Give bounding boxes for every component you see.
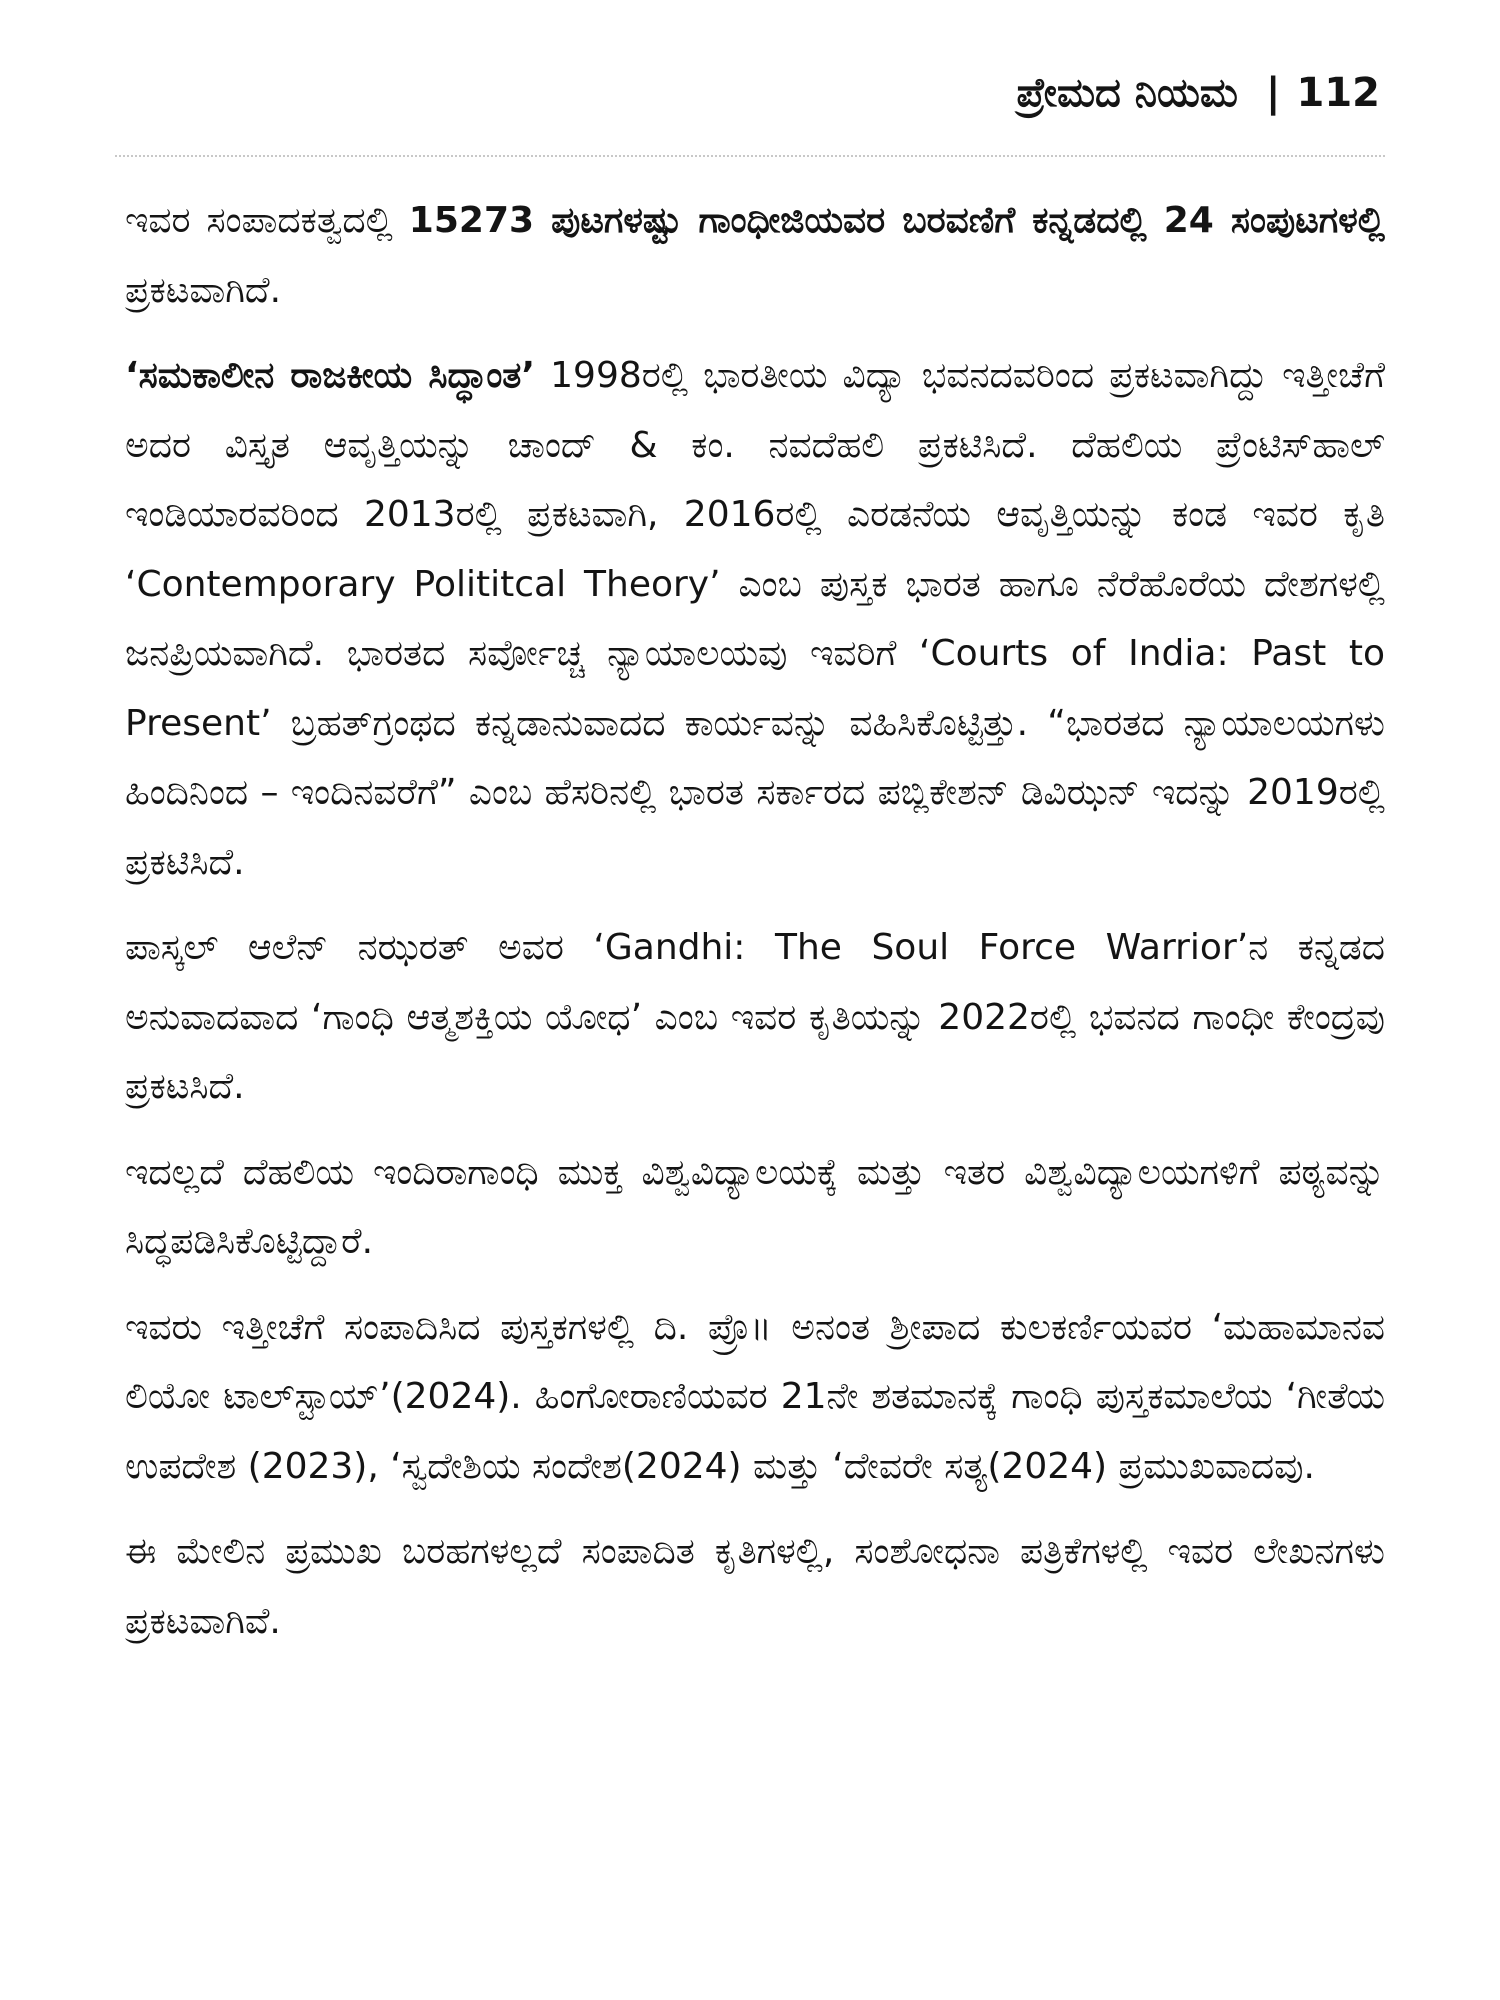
- paragraph-3: ಪಾಸ್ಕಲ್ ಆಲೆನ್ ನಝರತ್ ಅವರ ‘Gandhi: The Soul Force Warrior’ನ ಕನ್ನಡದ ಅನುವಾದವಾದ ‘ಗಾಂಧಿ ಆತ್ಮಶಕ್ತಿಯ ಯೋಧ’ ಎಂಬ ಇವರ ಕೃತಿಯನ್ನು 2022ರಲ್ಲಿ ಭವನದ ಗಾಂಧೀ ಕೇಂದ್ರವು ಪ್ರಕಟಸಿದೆ.: [125, 927, 1385, 1107]
- body-text: [125, 186, 1385, 1672]
- paragraph-5: ಇವರು ಇತ್ತೀಚೆಗೆ ಸಂಪಾದಿಸಿದ ಪುಸ್ತಕಗಳಲ್ಲಿ ದಿ. ಪ್ರೊ॥ ಅನಂತ ಶ್ರೀಪಾದ ಕುಲಕರ್ಣಿಯವರ ‘ಮಹಾಮಾನವ ಲಿಯೋ ಟಾಲ್‌ಸ್ಟಾಯ್’(2024). ಹಿಂಗೋರಾಣಿಯವರ 21ನೇ ಶತಮಾನಕ್ಕೆ ಗಾಂಧಿ ಪುಸ್ತಕಮಾಲೆಯ ‘ಗೀತೆಯ ಉಪದೇಶ (2023), ‘ಸ್ವದೇಶಿಯ ಸಂದೇಶ(2024) ಮತ್ತು ‘ದೇವರೇ ಸತ್ಯ(2024) ಪ್ರಮುಖವಾದವು.: [125, 1306, 1385, 1487]
- paragraph-1-lead: ಇವರ ಸಂಪಾದಕತ್ವದಲ್ಲಿ: [125, 200, 409, 241]
- page-number: 112: [1296, 70, 1380, 116]
- paragraph-2-text: 1998ರಲ್ಲಿ ಭಾರತೀಯ ವಿದ್ಯಾ ಭವನದವರಿಂದ ಪ್ರಕಟವಾಗಿದ್ದು ಇತ್ತೀಚೆಗೆ ಅದರ ವಿಸ್ತೃತ ಆವೃತ್ತಿಯನ್ನು ಚಾಂದ್ & ಕಂ. ನವದೆಹಲಿ ಪ್ರಕಟಿಸಿದೆ. ದೆಹಲಿಯ ಪ್ರೆಂಟಿಸ್‌ಹಾಲ್ ಇಂಡಿಯಾರವರಿಂದ 2013ರಲ್ಲಿ ಪ್ರಕಟವಾಗಿ, 2016ರಲ್ಲಿ ಎರಡನೆಯ ಆವೃತ್ತಿಯನ್ನು ಕಂಡ ಇವರ ಕೃತಿ ‘Contemporary Polititcal Theory’ ಎಂಬ ಪುಸ್ತಕ ಭಾರತ ಹಾಗೂ ನೆರೆಹೊರೆಯ ದೇಶಗಳಲ್ಲಿ ಜನಪ್ರಿಯವಾಗಿದೆ. ಭಾರತದ ಸರ್ವೋಚ್ಚ ನ್ಯಾಯಾಲಯವು ಇವರಿಗೆ ‘Courts of India: Past to Present’ ಬ್ರಹತ್‌ಗ್ರಂಥದ ಕನ್ನಡಾನುವಾದದ ಕಾರ್ಯವನ್ನು ವಹಿಸಿಕೊಟ್ಟಿತ್ತು. “ಭಾರತದ ನ್ಯಾಯಾಲಯಗಳು ಹಿಂದಿನಿಂದ – ಇಂದಿನವರೆಗೆ” ಎಂಬ ಹೆಸರಿನಲ್ಲಿ ಭಾರತ ಸರ್ಕಾರದ ಪಬ್ಲಿಕೇಶನ್ ಡಿವಿಝನ್ ಇದನ್ನು 2019ರಲ್ಲಿ ಪ್ರಕಟಿಸಿದೆ.: [125, 355, 1386, 883]
- header-separator: |: [1265, 70, 1281, 116]
- book-title: ಪ್ರೇಮದ ನಿಯಮ: [1016, 70, 1238, 116]
- paragraph-2-bold-title: ‘ಸಮಕಾಲೀನ ರಾಜಕೀಯ ಸಿದ್ಧಾಂತ’: [125, 355, 536, 396]
- paragraph-2: [125, 341, 1385, 897]
- paragraph-1-bold: 15273 ಪುಟಗಳಷ್ಟು ಗಾಂಧೀಜಿಯವರ ಬರವಣಿಗೆ ಕನ್ನಡದಲ್ಲಿ 24 ಸಂಪುಟಗಳಲ್ಲಿ: [408, 200, 1385, 241]
- paragraph-1: [125, 186, 1385, 325]
- paragraph-6: ಈ ಮೇಲಿನ ಪ್ರಮುಖ ಬರಹಗಳಲ್ಲದೆ ಸಂಪಾದಿತ ಕೃತಿಗಳಲ್ಲಿ, ಸಂಶೋಧನಾ ಪತ್ರಿಕೆಗಳಲ್ಲಿ ಇವರ ಲೇಖನಗಳು ಪ್ರಕಟವಾಗಿವೆ.: [125, 1531, 1385, 1642]
- header-divider: [115, 155, 1385, 157]
- running-header: [1016, 70, 1380, 116]
- paragraph-4: ಇದಲ್ಲದೆ ದೆಹಲಿಯ ಇಂದಿರಾಗಾಂಧಿ ಮುಕ್ತ ವಿಶ್ವವಿದ್ಯಾಲಯಕ್ಕೆ ಮತ್ತು ಇತರ ವಿಶ್ವವಿದ್ಯಾಲಯಗಳಿಗೆ ಪಠ್ಯವನ್ನು ಸಿದ್ಧಪಡಿಸಿಕೊಟ್ಟಿದ್ದಾರೆ.: [125, 1151, 1385, 1262]
- paragraph-1-tail: ಪ್ರಕಟವಾಗಿದೆ.: [125, 269, 282, 311]
